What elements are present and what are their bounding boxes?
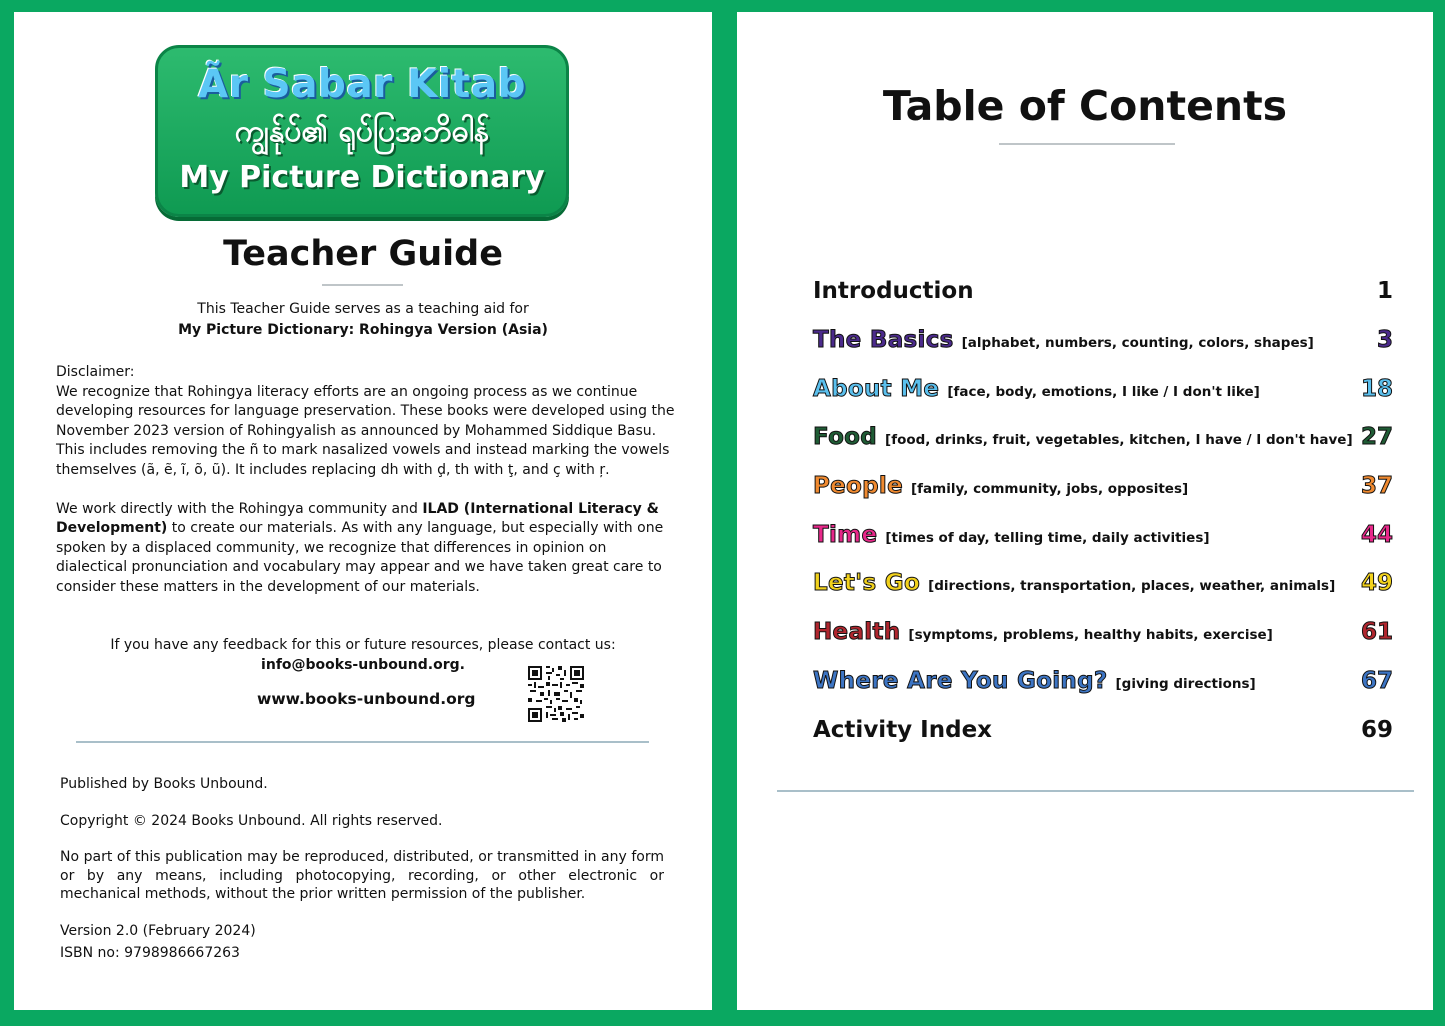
toc-entry[interactable] — [813, 316, 1393, 365]
toc-entry[interactable] — [813, 510, 1393, 559]
ilad-name: ILAD (International Literacy & Development) — [56, 500, 659, 536]
right-page — [737, 12, 1433, 1010]
toc-entry-page: 44 — [1360, 521, 1393, 548]
guide-title: Teacher Guide — [223, 234, 503, 274]
description-line-2: My Picture Dictionary: Rohingya Version (Asia) — [178, 322, 548, 338]
toc-entry-page: 49 — [1360, 570, 1393, 597]
title-burmese: ကျွန်ုပ်၏ ရုပ်ပြအဘိဓါန် — [234, 114, 490, 149]
toc-entry-label: Time — [813, 521, 878, 548]
toc-entry-label: People — [813, 473, 904, 500]
toc-entry-page: 37 — [1360, 473, 1393, 500]
toc-entry-description: [directions, transportation, places, weather, animals] — [928, 578, 1336, 595]
contact-text: If you have any feedback for this or future resources, please contact us: — [110, 637, 616, 653]
toc-entry[interactable] — [813, 413, 1393, 462]
contact-block — [14, 635, 712, 675]
toc-entry-page: 69 — [1360, 716, 1393, 743]
description-line-1: This Teacher Guide serves as a teaching aid for — [197, 301, 529, 317]
toc-entry[interactable] — [813, 559, 1393, 608]
contact-email[interactable]: info@books-unbound.org. — [261, 657, 465, 673]
disclaimer — [56, 363, 676, 617]
toc-entry-page: 61 — [1360, 619, 1393, 646]
toc-entry-label: Introduction — [813, 278, 974, 305]
toc-entry-label: The Basics — [813, 327, 954, 354]
toc-entry[interactable] — [813, 462, 1393, 511]
left-divider — [76, 741, 649, 743]
rights-text: No part of this publication may be reproduced, distributed, or transmitted in any form or by any means, including photocopying, recording, or other electronic or mechanical methods, without the prior written permission of the publisher. — [60, 849, 664, 902]
toc-title: Table of Contents — [882, 82, 1288, 130]
toc-entry-label: Let's Go — [813, 570, 921, 597]
isbn: ISBN no: 9798986667263 — [60, 945, 240, 961]
toc-entry-label: Where Are You Going? — [813, 667, 1108, 694]
toc-entry[interactable] — [813, 608, 1393, 657]
disclaimer-text: We recognize that Rohingya literacy efforts are an ongoing process as we continue developing resources for language preservation. These books were developed using the November 2023 version of Rohingyalish as announced by Mohammed Siddique Basu. This includes removing the ñ to mark nasalized vowels and instead marking the vowels themselves (ã, ẽ, ĩ, õ, ũ). It includes replacing dh with ḑ, th with ţ, and ç with ŗ. — [56, 383, 675, 478]
community-text-after: to create our materials. As with any language, but especially with one spoken by a displaced community, we recognize that differences in opinion on dialectical pronunciation and vocabulary may appear and we have taken great care to consider these matters in the development of our materials. — [56, 520, 664, 595]
toc-entry-description: [food, drinks, fruit, vegetables, kitchen, I have / I don't have] — [885, 432, 1353, 449]
toc-entry-page: 18 — [1360, 375, 1393, 402]
toc-title-divider — [999, 143, 1175, 145]
toc-entry-description: [giving directions] — [1115, 675, 1256, 692]
published-by: Published by Books Unbound. — [60, 776, 268, 792]
copyright: Copyright © 2024 Books Unbound. All rights reserved. — [60, 812, 443, 829]
community-text-before: We work directly with the Rohingya community and — [56, 500, 423, 517]
toc-entry-description: [family, community, jobs, opposites] — [911, 481, 1189, 498]
title-rohingya: Ãr Sabar Kitab — [198, 62, 526, 107]
toc-entry-label: Activity Index — [813, 716, 993, 743]
toc-entry-description: [alphabet, numbers, counting, colors, shapes] — [961, 335, 1314, 352]
toc-entry[interactable] — [813, 705, 1393, 754]
toc-entry-description: [face, body, emotions, I like / I don't like] — [947, 383, 1260, 400]
right-divider — [777, 790, 1414, 792]
toc-entry-label: Food — [813, 424, 878, 451]
toc-entry-description: [times of day, telling time, daily activities] — [885, 529, 1210, 546]
website-link[interactable]: www.books-unbound.org — [257, 690, 476, 708]
toc-entry-label: Health — [813, 619, 901, 646]
disclaimer-heading: Disclaimer: — [56, 364, 135, 380]
version: Version 2.0 (February 2024) — [60, 922, 256, 939]
qr-code-icon — [528, 666, 584, 722]
toc-entry[interactable] — [813, 364, 1393, 413]
toc-entry-description: [symptoms, problems, healthy habits, exercise] — [908, 627, 1273, 644]
title-divider — [322, 284, 403, 286]
toc-entry-page: 67 — [1360, 667, 1393, 694]
legal-block — [60, 775, 664, 967]
table-of-contents — [813, 267, 1393, 754]
toc-entry-label: About Me — [813, 375, 940, 402]
toc-entry-page: 27 — [1360, 424, 1393, 451]
title-banner — [155, 45, 569, 217]
guide-description — [14, 299, 712, 341]
toc-entry-page: 3 — [1376, 327, 1393, 354]
title-english: My Picture Dictionary — [179, 160, 545, 195]
toc-entry-page: 1 — [1376, 278, 1393, 305]
left-page — [14, 12, 712, 1010]
toc-entry[interactable] — [813, 657, 1393, 706]
toc-entry[interactable] — [813, 267, 1393, 316]
